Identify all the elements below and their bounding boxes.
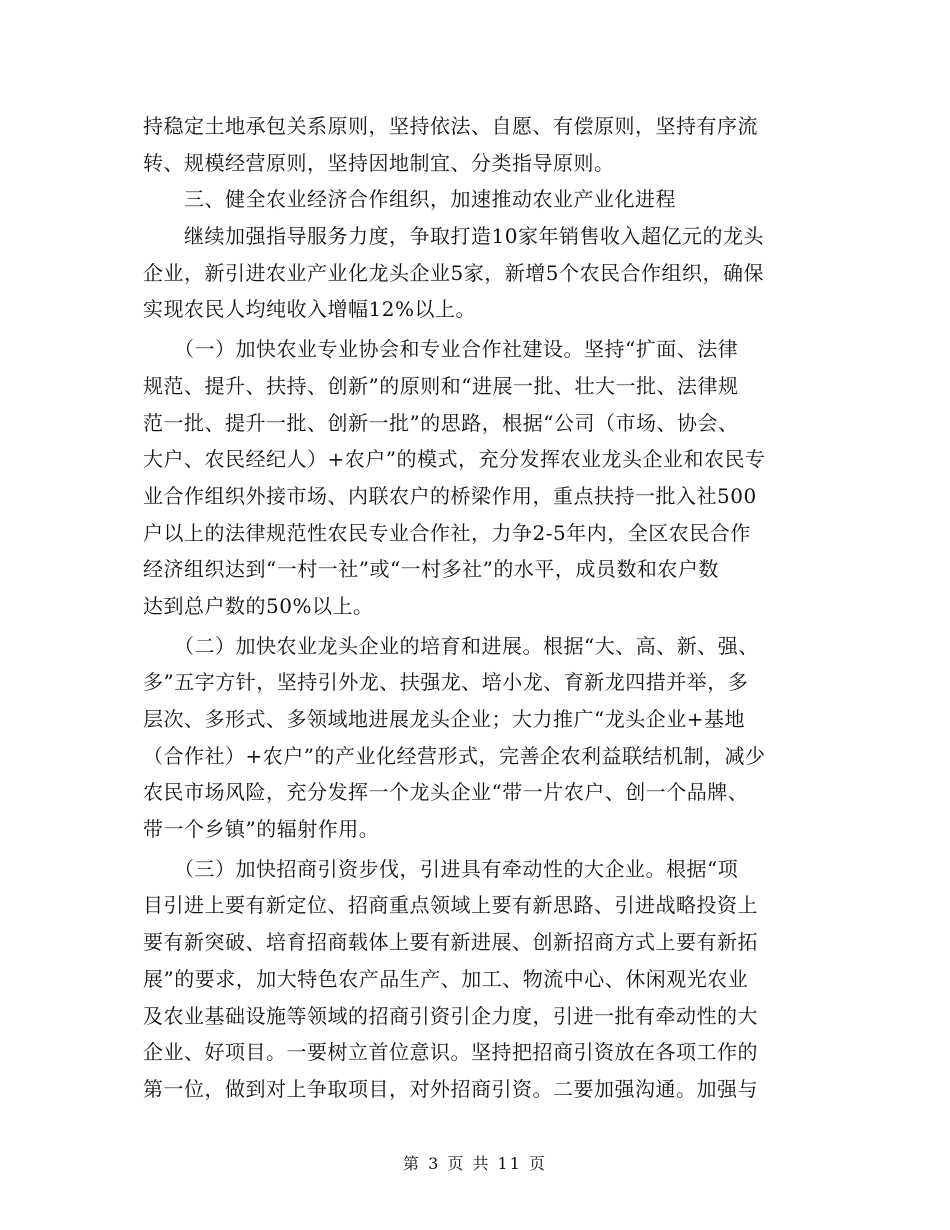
text-line: 持稳定土地承包关系原则，坚持依法、自愿、有偿原则，坚持有序流 bbox=[143, 114, 758, 138]
text-line: 业合作组织外接市场、内联农户的桥梁作用，重点扶持一批入社500 bbox=[143, 483, 757, 508]
text-line: 大户、农民经纪人）+农户”的模式，充分发挥农业龙头企业和农民专 bbox=[143, 447, 766, 472]
text-line: 展”的要求，加大特色农产品生产、加工、物流中心、休闲观光农业 bbox=[143, 966, 749, 991]
text-line: 范一批、提升一批、创新一批”的思路，根据“公司（市场、协会、 bbox=[143, 410, 739, 435]
text-line: 及农业基础设施等领域的招商引资引企力度，引进一批有牵动性的大 bbox=[143, 1003, 758, 1028]
text-line: 经济组织达到“一村一社”或“一村多社”的水平，成员数和农户数 bbox=[143, 557, 719, 582]
text-line: 农民市场风险，充分发挥一个龙头企业“带一片农户、创一个品牌、 bbox=[143, 780, 749, 805]
page-footer: 第 3 页 共 11 页 bbox=[403, 1154, 547, 1173]
text-line: （三）加快招商引资步伐，引进具有牵动性的大企业。根据“项 bbox=[143, 856, 739, 881]
text-line: 规范、提升、扶持、创新”的原则和“进展一批、壮大一批、法律规 bbox=[143, 373, 739, 398]
text-line: 达到总户数的50%以上。 bbox=[143, 593, 374, 618]
text-line: 实现农民人均纯收入增幅12%以上。 bbox=[143, 297, 476, 322]
document-body bbox=[143, 108, 813, 1108]
text-line: 要有新突破、培育招商载体上要有新进展、创新招商方式上要有新拓 bbox=[143, 930, 758, 955]
text-line: 企业，新引进农业产业化龙头企业5家，新增5个农民合作组织，确保 bbox=[143, 260, 764, 285]
text-line: （二）加快农业龙头企业的培育和进展。根据“大、高、新、强、 bbox=[143, 633, 759, 658]
text-line: 继续加强指导服务力度，争取打造10家年销售收入超亿元的龙头 bbox=[143, 224, 764, 249]
text-line: 层次、多形式、多领域地进展龙头企业；大力推广“龙头企业+基地 bbox=[143, 707, 745, 731]
text-line: 多”五字方针，坚持引外龙、扶强龙、培小龙、育新龙四措并举，多 bbox=[143, 670, 749, 695]
text-line: 户以上的法律规范性农民专业合作社，力争2-5年内，全区农民合作 bbox=[143, 520, 751, 545]
section-heading: 三、健全农业经济合作组织，加速推动农业产业化进程 bbox=[143, 187, 676, 212]
text-line: 目引进上要有新定位、招商重点领域上要有新思路、引进战略投资上 bbox=[143, 893, 758, 918]
text-line: 带一个乡镇”的辐射作用。 bbox=[143, 817, 380, 842]
text-line: （合作社）+农户”的产业化经营形式，完善企农利益联结机制，减少 bbox=[143, 743, 766, 768]
text-line: （一）加快农业专业协会和专业合作社建设。坚持“扩面、法律 bbox=[143, 337, 739, 362]
text-line: 第一位，做到对上争取项目，对外招商引资。二要加强沟通。加强与 bbox=[143, 1076, 758, 1101]
text-line: 企业、好项目。一要树立首位意识。坚持把招商引资放在各项工作的 bbox=[143, 1040, 758, 1065]
text-line: 转、规模经营原则，坚持因地制宜、分类指导原则。 bbox=[143, 150, 615, 175]
